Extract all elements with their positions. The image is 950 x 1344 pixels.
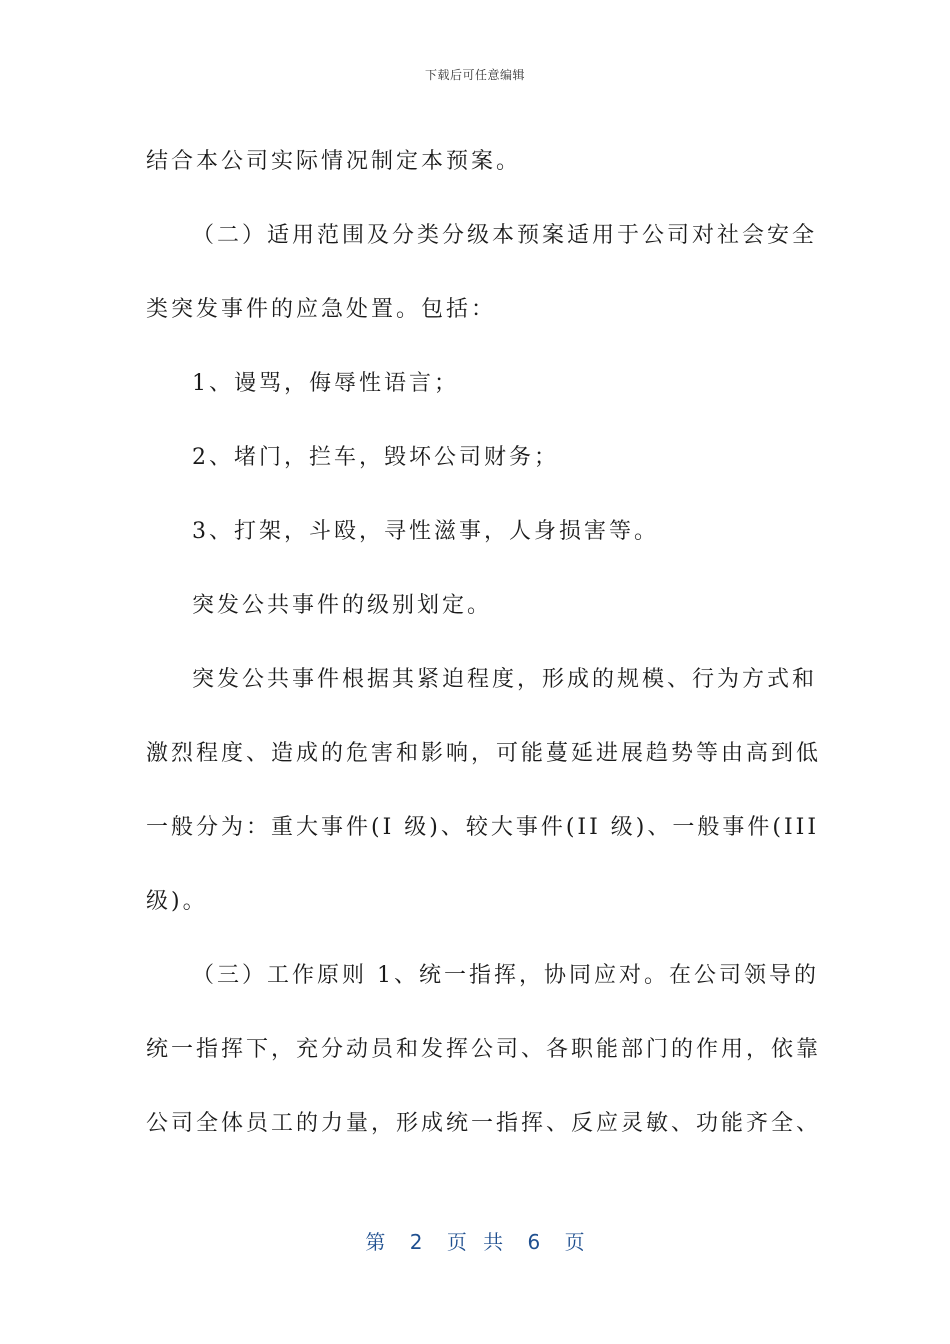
text-line: （三）工作原则 1、统一指挥，协同应对。在公司领导的 xyxy=(192,963,819,988)
text-line: 突发公共事件根据其紧迫程度，形成的规模、行为方式和 xyxy=(192,667,818,692)
text-line: 公司全体员工的力量，形成统一指挥、反应灵敏、功能齐全、 xyxy=(146,1111,822,1136)
text-line: 统一指挥下，充分动员和发挥公司、各职能部门的作用，依靠 xyxy=(146,1037,822,1062)
text-line: 类突发事件的应急处置。包括： xyxy=(146,297,497,322)
text-line: 级)。 xyxy=(146,889,208,914)
text-line: 一般分为：重大事件(I 级)、较大事件(II 级)、一般事件(III xyxy=(146,815,820,840)
list-item: 2、堵门，拦车，毁坏公司财务； xyxy=(192,445,559,470)
total-page-count: 6 xyxy=(527,1230,541,1254)
list-item: 3、打架，斗殴，寻性滋事，人身损害等。 xyxy=(192,519,659,544)
list-item: 1、谩骂，侮辱性语言； xyxy=(192,371,459,396)
text-line: （二）适用范围及分类分级本预案适用于公司对社会安全 xyxy=(192,223,818,248)
header-note: 下载后可任意编辑 xyxy=(424,68,525,82)
text-line: 激烈程度、造成的危害和影响，可能蔓延进展趋势等由高到低 xyxy=(146,741,822,766)
footer-middle: 页 共 xyxy=(446,1230,504,1254)
page-footer xyxy=(0,1226,950,1255)
footer-suffix: 页 xyxy=(564,1230,585,1254)
current-page-number: 2 xyxy=(409,1230,423,1254)
text-line: 突发公共事件的级别划定。 xyxy=(192,593,493,618)
footer-prefix: 第 xyxy=(365,1230,386,1254)
text-line: 结合本公司实际情况制定本预案。 xyxy=(146,149,522,174)
document-body xyxy=(146,125,822,1161)
